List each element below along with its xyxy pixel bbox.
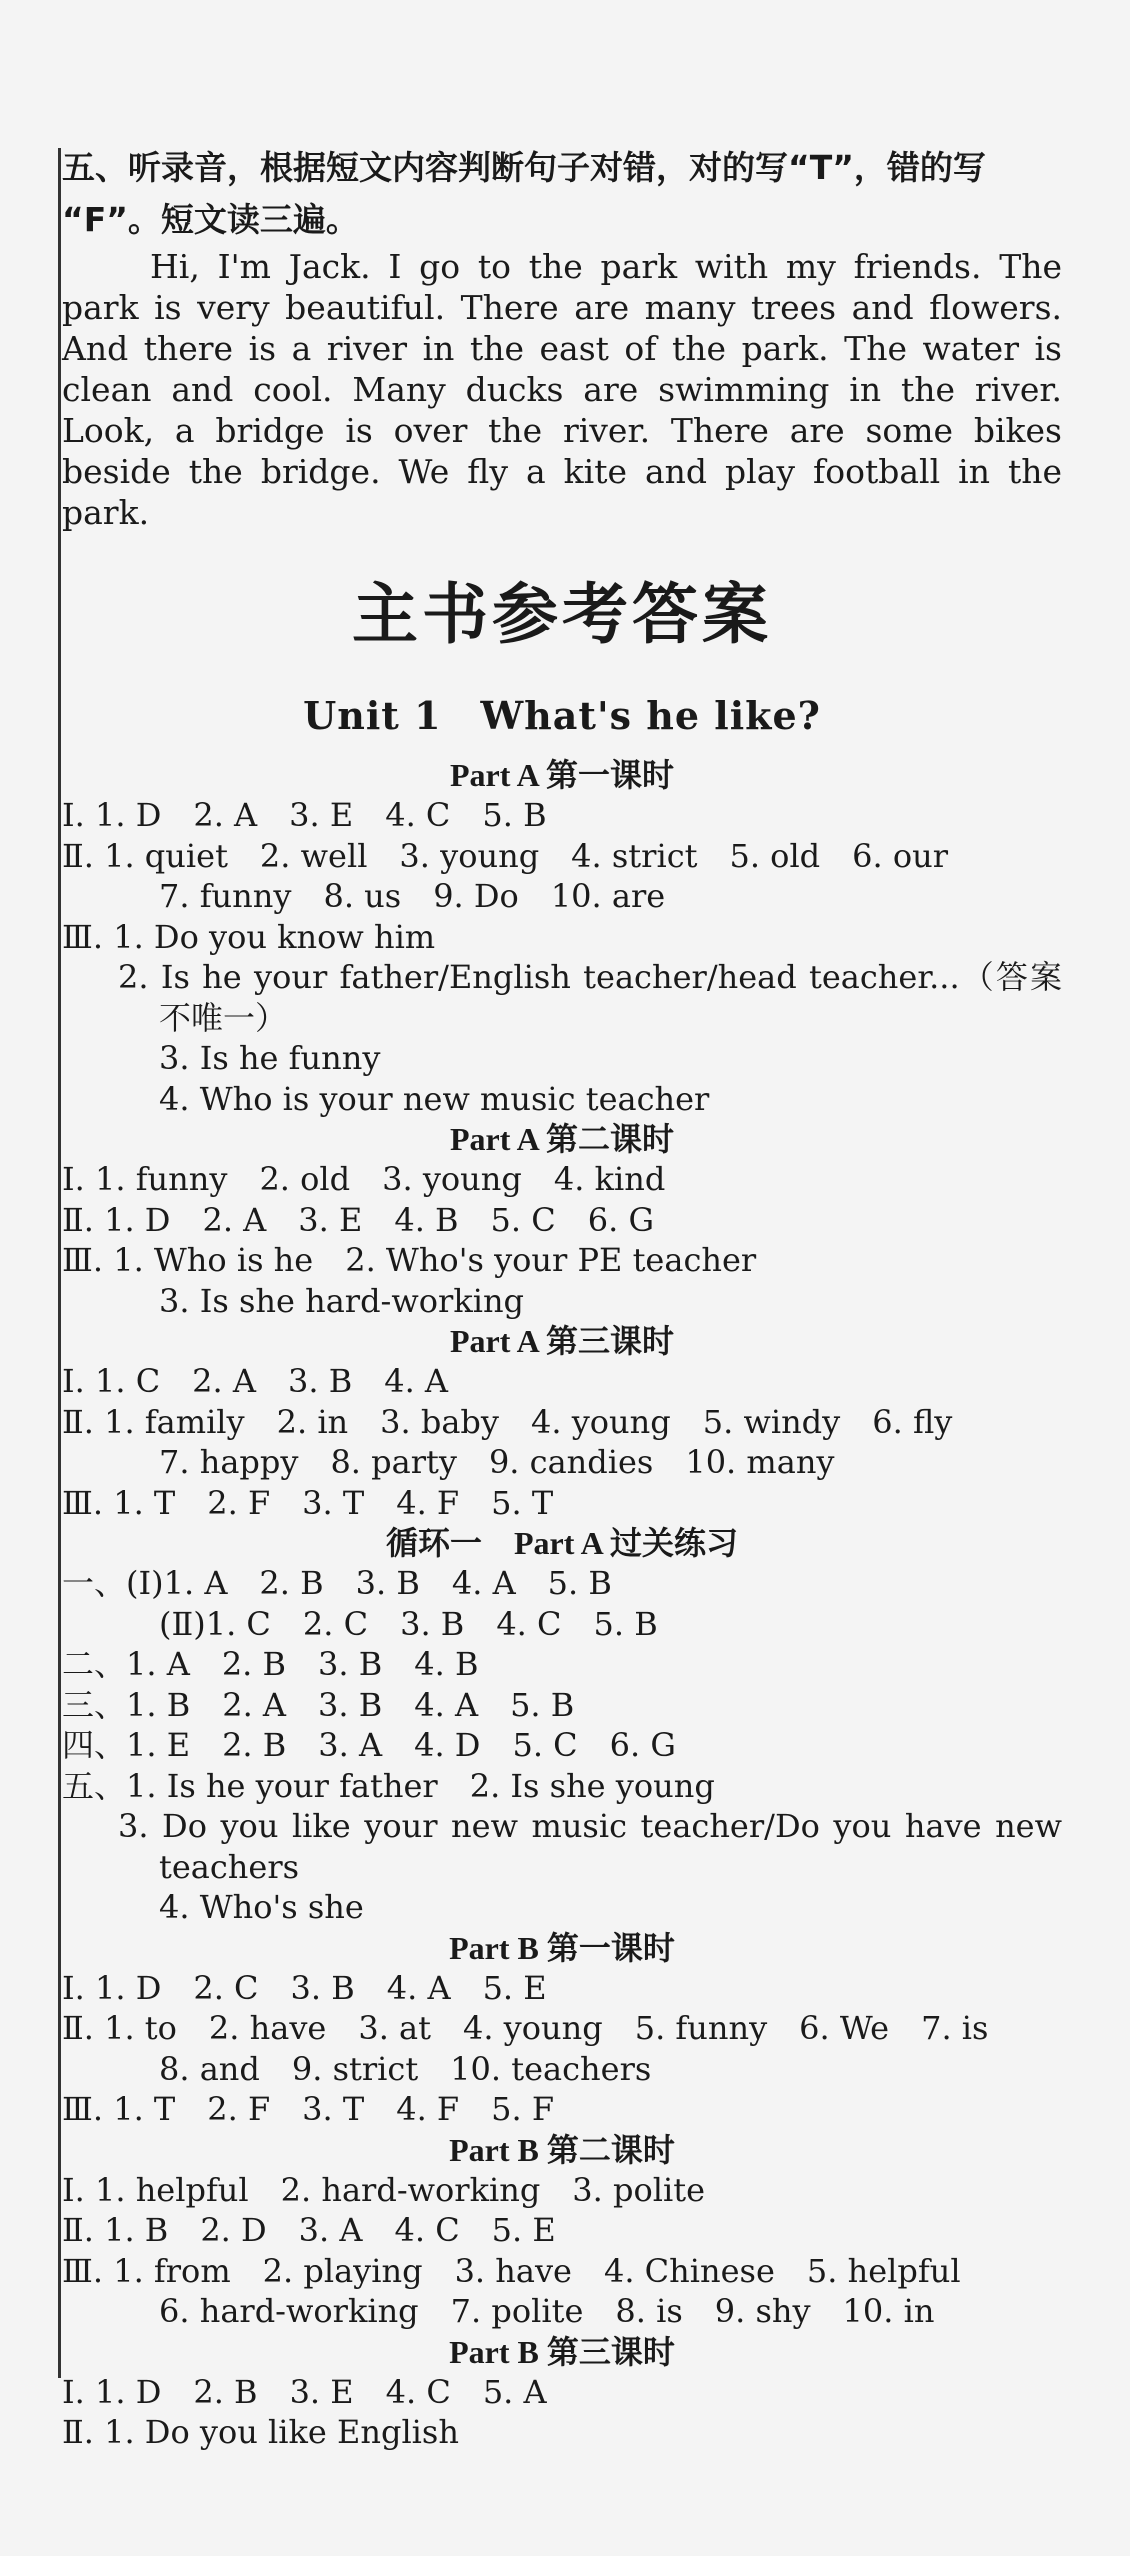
answer-line: Ⅱ. 1. D 2. A 3. E 4. B 5. C 6. G [62, 1200, 655, 1239]
answer-section [62, 1928, 1062, 2130]
answer-section [62, 2130, 1062, 2332]
answer-sections [62, 755, 1062, 2453]
answer-section [62, 755, 1062, 1119]
answer-line: Ⅰ. 1. helpful 2. hard-working 3. polite [62, 2170, 706, 2209]
answer-line: 五、1. Is he your father 2. Is she young [62, 1766, 715, 1805]
section-title: Part B 第三课时 [449, 2333, 675, 2370]
answer-line: 四、1. E 2. B 3. A 4. D 5. C 6. G [62, 1726, 676, 1764]
left-border-line [58, 148, 61, 2378]
answer-line: Ⅰ. 1. D 2. B 3. E 4. C 5. A [62, 2372, 547, 2411]
answer-line: 3. Do you like your new music teacher/Do you have new teachers [118, 1807, 1062, 1886]
listening-passage: Hi, I'm Jack. I go to the park with my friends. The park is very beautiful. There are many trees and flowers. And there is a river in the east of the park. The water is clean and cool. Many ducks are swimming in the river. Look, a bridge is over the river. There are some bikes beside the bridge. We fly a kite and play football in the park. [62, 247, 1062, 532]
answer-line: 7. funny 8. us 9. Do 10. are [159, 877, 666, 915]
answer-line: Ⅱ. 1. quiet 2. well 3. young 4. strict 5. old 6. our [62, 836, 949, 875]
answer-line: 3. Is he funny [159, 1039, 381, 1077]
answer-line: Ⅲ. 1. Who is he 2. Who's your PE teacher [62, 1241, 757, 1279]
answer-section [62, 2332, 1062, 2453]
listening-instruction-line2: “F”。短文读三遍。 [62, 200, 359, 239]
unit-title: Unit 1 What's he like? [303, 693, 821, 738]
answer-section [62, 1321, 1062, 1523]
answer-line: Ⅱ. 1. Do you like English [62, 2413, 459, 2451]
section-title: Part B 第二课时 [449, 2131, 675, 2168]
answer-line: 二、1. A 2. B 3. B 4. B [62, 1645, 479, 1683]
answer-line: Ⅰ. 1. funny 2. old 3. young 4. kind [62, 1160, 666, 1198]
answer-line: 4. Who's she [159, 1888, 364, 1926]
main-title: 主书参考答案 [352, 576, 772, 653]
answer-line: Ⅰ. 1. D 2. C 3. B 4. A 5. E [62, 1968, 547, 2007]
section-title: Part A 第一课时 [450, 757, 674, 793]
section-title: Part A 第三课时 [450, 1323, 674, 1359]
answer-section [62, 1119, 1062, 1321]
page-content [62, 142, 1062, 2453]
answer-line: Ⅱ. 1. to 2. have 3. at 4. young 5. funny 6. We 7. is [62, 2009, 989, 2047]
answer-line: Ⅰ. 1. D 2. A 3. E 4. C 5. B [62, 796, 547, 834]
answer-line: 6. hard-working 7. polite 8. is 9. shy 10. in [159, 2292, 935, 2330]
answer-line: (Ⅱ)1. C 2. C 3. B 4. C 5. B [159, 1604, 658, 1643]
answer-section [62, 1523, 1062, 1928]
answer-line: 三、1. B 2. A 3. B 4. A 5. B [62, 1685, 575, 1724]
answer-line: 一、(Ⅰ)1. A 2. B 3. B 4. A 5. B [62, 1564, 612, 1602]
section-title: Part A 第二课时 [450, 1121, 674, 1157]
answer-line: Ⅲ. 1. T 2. F 3. T 4. F 5. T [62, 1483, 554, 1522]
section-title: Part B 第一课时 [449, 1929, 675, 1966]
answer-line: Ⅲ. 1. T 2. F 3. T 4. F 5. F [62, 2090, 555, 2128]
listening-instruction-line1: 五、听录音，根据短文内容判断句子对错，对的写“T”，错的写 [62, 148, 986, 187]
answer-line: Ⅲ. 1. from 2. playing 3. have 4. Chinese 5. helpful [62, 2251, 961, 2290]
answer-line: 8. and 9. strict 10. teachers [159, 2049, 652, 2088]
answer-line: Ⅱ. 1. family 2. in 3. baby 4. young 5. windy 6. fly [62, 1402, 953, 1441]
answer-line: Ⅱ. 1. B 2. D 3. A 4. C 5. E [62, 2211, 556, 2249]
answer-line: 2. Is he your father/English teacher/head teacher...（答案不唯一） [118, 958, 1062, 1037]
answer-line: 3. Is she hard-working [159, 1281, 525, 1320]
answer-line: 4. Who is your new music teacher [159, 1079, 710, 1118]
answer-line: Ⅰ. 1. C 2. A 3. B 4. A [62, 1362, 449, 1400]
answer-line: 7. happy 8. party 9. candies 10. many [159, 1443, 835, 1481]
section-title: 循环一 Part A 过关练习 [386, 1525, 738, 1561]
answer-line: Ⅲ. 1. Do you know him [62, 917, 436, 956]
